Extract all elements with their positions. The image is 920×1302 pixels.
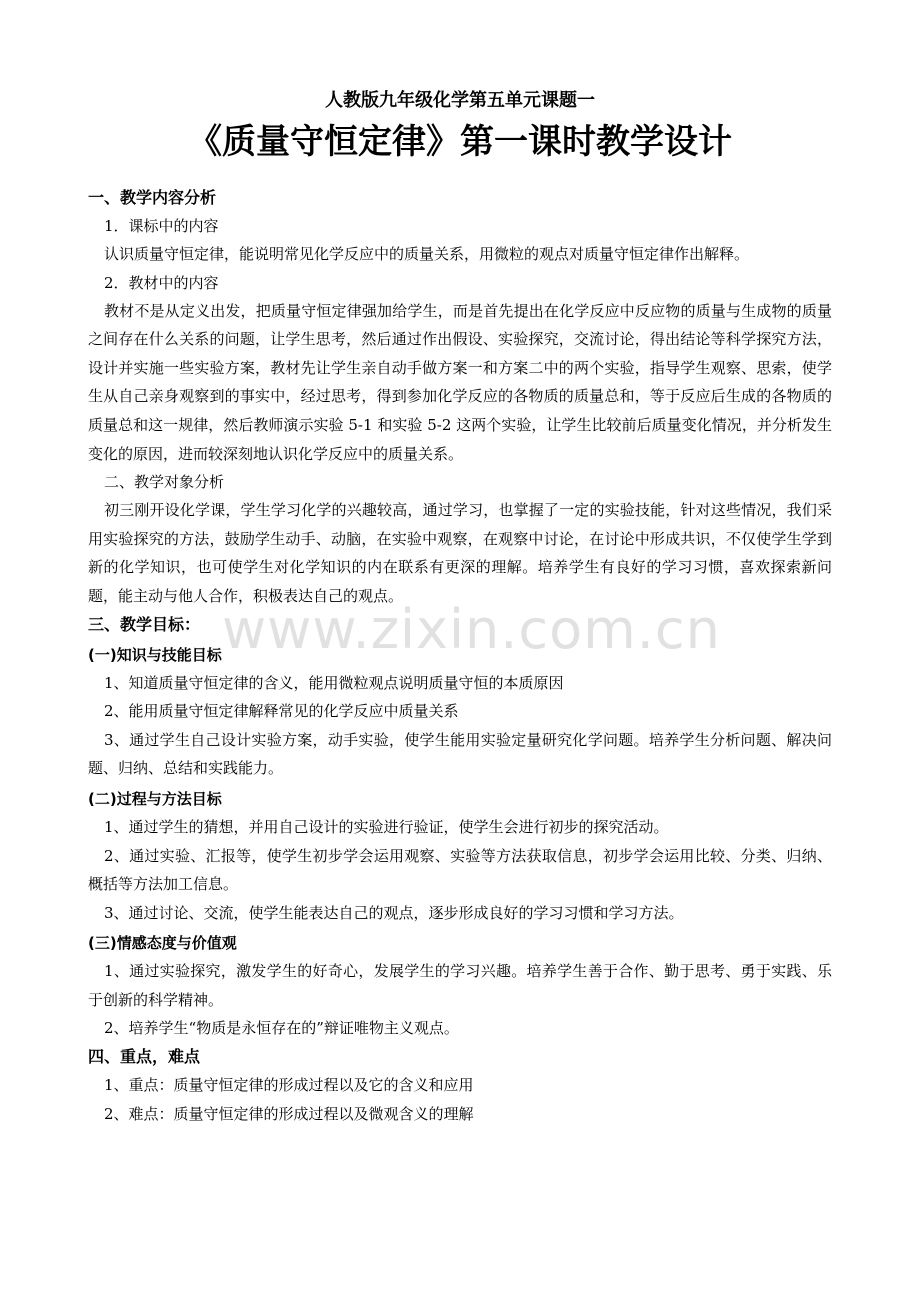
subheading-attitudes-values: (三)情感态度与价值观 bbox=[88, 934, 237, 953]
watermark: www.zixin.com.cn bbox=[222, 598, 721, 661]
paragraph-curriculum-standard: 认识质量守恒定律，能说明常见化学反应中的质量关系，用微粒的观点对质量守恒定律作出解释。 bbox=[104, 245, 750, 263]
list-item: 2、通过实验、汇报等，使学生初步学会运用观察、实验等方法获取信息，初步学会运用比较、分类、归纳、概括等方法加工信息。 bbox=[88, 846, 832, 894]
document-subtitle: 人教版九年级化学第五单元课题一 bbox=[325, 90, 595, 111]
subheading-student-analysis: 二、教学对象分析 bbox=[104, 473, 225, 492]
subheading-textbook-content: 2．教材中的内容 bbox=[104, 273, 219, 292]
list-item: 1、通过实验探究，激发学生的好奇心，发展学生的学习兴趣。培养学生善于合作、勤于思考、勇于实践、乐于创新的科学精神。 bbox=[88, 962, 832, 1009]
list-item: 2、培养学生“物质是永恒存在的”辩证唯物主义观点。 bbox=[104, 1019, 459, 1038]
list-item: 3、通过讨论、交流，使学生能表达自己的观点，逐步形成良好的学习习惯和学习方法。 bbox=[104, 903, 684, 922]
subheading-curriculum-standard: 1．课标中的内容 bbox=[104, 217, 219, 235]
section-heading-key-points: 四、重点，难点 bbox=[88, 1047, 201, 1067]
subheading-knowledge-skills: (一)知识与技能目标 bbox=[88, 645, 222, 664]
list-item: 1、通过学生的猜想，并用自己设计的实验进行验证，使学生会进行初步的探究活动。 bbox=[104, 817, 669, 836]
section-heading-content-analysis: 一、教学内容分析 bbox=[88, 188, 217, 207]
paragraph-textbook-content: 教材不是从定义出发，把质量守恒定律强加给学生，而是首先提出在化学反应中反应物的质量与生成物的质量之间存在什么关系的问题，让学生思考，然后通过作出假设、实验探究，交流讨论，得出结论等科学探究方法，设计并实施一些实验方案，教材先让学生亲自动手做方案一和方案二中的两个实验，指导学生观察、思索，使学生从自己亲身观察到的事实中，经过思考，得到参加化学反应的各物质的质量总和，等于反应后生成的各物质的质量总和这一规律，然后教师演示实验 5-1 和实验 5-2 这两个实验，让学生比较前后质量变化情况，并分析发生变化的原因，进而较深刻地认识化学反应中的质量关系。 bbox=[88, 301, 832, 463]
list-item: 2、能用质量守恒定律解释常见的化学反应中质量关系 bbox=[104, 702, 459, 721]
document-body bbox=[88, 184, 832, 1128]
document-title: 《质量守恒定律》第一课时教学设计 bbox=[188, 122, 732, 162]
section-heading-objectives: 三、教学目标： bbox=[88, 614, 201, 634]
list-item: 1、知道质量守恒定律的含义，能用微粒观点说明质量守恒的本质原因 bbox=[104, 673, 564, 692]
list-item: 2、难点：质量守恒定律的形成过程以及微观含义的理解 bbox=[104, 1104, 474, 1123]
list-item: 1、重点：质量守恒定律的形成过程以及它的含义和应用 bbox=[104, 1076, 474, 1095]
list-item: 3、通过学生自己设计实验方案，动手实验，使学生能用实验定量研究化学问题。培养学生分析问题、解决问题、归纳、总结和实践能力。 bbox=[88, 730, 832, 778]
paragraph-student-analysis: 初三刚开设化学课，学生学习化学的兴趣较高，通过学习，也掌握了一定的实验技能，针对这些情况，我们采用实验探究的方法，鼓励学生动手、动脑，在实验中观察，在观察中讨论，在讨论中形成共识，不仅使学生学到新的化学知识，也可使学生对化学知识的内在联系有更深的理解。培养学生有良好的学习习惯，喜欢探索新问题，能主动与他人合作，积极表达自己的观点。 bbox=[88, 501, 832, 605]
subheading-process-methods: (二)过程与方法目标 bbox=[88, 789, 222, 808]
